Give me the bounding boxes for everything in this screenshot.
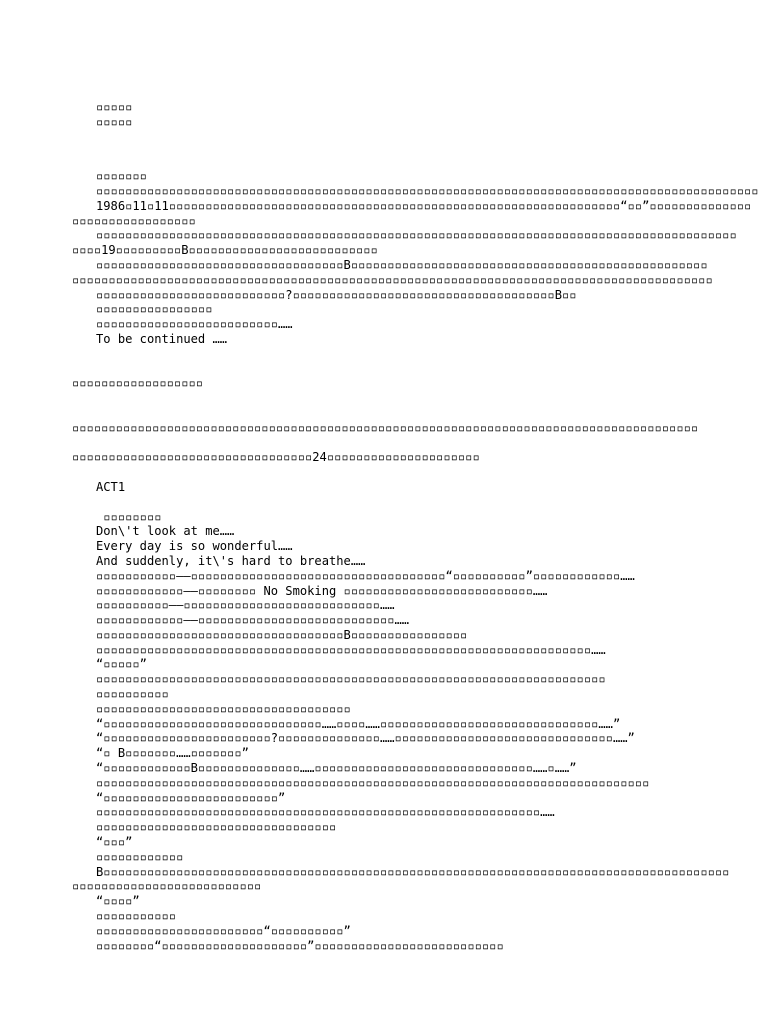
- prologue-title: ▫▫▫▫▫▫▫: [96, 169, 147, 184]
- paragraph-line: ▫▫▫▫▫▫▫▫▫▫▫▫▫▫▫▫▫▫▫▫▫▫▫▫▫▫▫▫▫▫▫▫▫▫▫▫▫▫▫▫▫▫▫▫▫▫▫▫▫▫▫▫▫▫▫▫▫▫▫▫▫▫▫▫▫▫▫▫▫▫▫▫▫▫▫▫▫▫▫▫▫▫▫▫▫▫▫▫: [96, 228, 737, 243]
- dialogue-line: “▫▫▫▫▫▫▫▫▫▫▫▫B▫▫▫▫▫▫▫▫▫▫▫▫▫▫……▫▫▫▫▫▫▫▫▫▫▫▫▫▫▫▫▫▫▫▫▫▫▫▫▫▫▫▫▫▫……▫……”: [96, 761, 577, 776]
- paragraph-line: B▫▫▫▫▫▫▫▫▫▫▫▫▫▫▫▫▫▫▫▫▫▫▫▫▫▫▫▫▫▫▫▫▫▫▫▫▫▫▫▫▫▫▫▫▫▫▫▫▫▫▫▫▫▫▫▫▫▫▫▫▫▫▫▫▫▫▫▫▫▫▫▫▫▫▫▫▫▫▫▫▫▫▫▫▫▫: [96, 864, 730, 879]
- paragraph-line: ▫▫▫▫▫▫▫▫▫▫▫▫▫▫▫▫▫▫▫▫▫▫▫▫▫▫▫▫▫▫▫▫▫▫▫▫▫▫▫▫▫▫▫▫▫▫▫▫▫▫▫▫▫▫▫▫▫▫▫▫▫……: [96, 805, 555, 820]
- paragraph-line: ▫▫▫▫▫▫▫▫▫▫▫▫——▫▫▫▫▫▫▫▫▫▫▫▫▫▫▫▫▫▫▫▫▫▫▫▫▫▫▫……: [96, 613, 410, 628]
- paragraph-line: ▫▫▫▫▫▫▫▫▫▫▫▫▫▫▫▫▫▫▫▫▫▫▫▫▫▫▫▫▫▫▫▫▫▫B▫▫▫▫▫▫▫▫▫▫▫▫▫▫▫▫: [96, 627, 468, 642]
- paragraph-line: ▫▫▫▫▫▫▫▫▫▫▫▫▫▫▫▫▫▫▫▫▫▫▫▫▫▫▫▫▫▫▫▫▫▫▫▫▫▫▫▫▫▫▫▫▫▫▫▫▫▫▫▫▫▫▫▫▫▫▫▫▫▫▫▫▫▫▫▫▫▫: [96, 672, 606, 687]
- paragraph-line: ▫▫▫▫▫▫▫▫▫▫▫▫▫▫▫▫▫▫▫▫▫▫▫▫▫▫▫▫▫▫▫▫▫▫▫▫▫▫▫▫▫▫▫▫▫▫▫▫▫▫▫▫▫▫▫▫▫▫▫▫▫▫▫▫▫▫▫▫▫▫▫▫▫▫▫▫▫▫▫▫▫▫▫▫▫▫: [72, 420, 699, 435]
- paragraph-line: ▫▫▫▫▫▫▫▫“▫▫▫▫▫▫▫▫▫▫▫▫▫▫▫▫▫▫▫▫”▫▫▫▫▫▫▫▫▫▫▫▫▫▫▫▫▫▫▫▫▫▫▫▫▫▫: [96, 938, 504, 953]
- dialogue-line: “▫▫▫”: [96, 835, 133, 850]
- header-line: ▫▫▫▫▫: [96, 114, 133, 129]
- paragraph-line: ▫▫▫▫▫▫▫▫▫▫▫——▫▫▫▫▫▫▫▫▫▫▫▫▫▫▫▫▫▫▫▫▫▫▫▫▫▫▫▫▫▫▫▫▫▫▫“▫▫▫▫▫▫▫▫▫▫”▫▫▫▫▫▫▫▫▫▫▫▫……: [96, 568, 635, 583]
- lyric-line: And suddenly, it\'s hard to breathe……: [96, 553, 366, 568]
- to-be-continued: To be continued ……: [96, 331, 228, 346]
- header-line: ▫▫▫▫▫: [96, 100, 133, 114]
- dialogue-line: “▫▫▫▫▫▫▫▫▫▫▫▫▫▫▫▫▫▫▫▫▫▫▫?▫▫▫▫▫▫▫▫▫▫▫▫▫▫……▫▫▫▫▫▫▫▫▫▫▫▫▫▫▫▫▫▫▫▫▫▫▫▫▫▫▫▫▫▫……”: [96, 731, 635, 746]
- paragraph-line: ▫▫▫▫▫▫▫▫▫▫▫▫▫▫▫▫: [96, 302, 213, 317]
- paragraph-line: ▫▫▫▫19▫▫▫▫▫▫▫▫▫B▫▫▫▫▫▫▫▫▫▫▫▫▫▫▫▫▫▫▫▫▫▫▫▫▫▫: [72, 243, 378, 258]
- dialogue-line: “▫▫▫▫▫▫▫▫▫▫▫▫▫▫▫▫▫▫▫▫▫▫▫▫”: [96, 790, 286, 805]
- paragraph-line: ▫▫▫▫▫▫▫▫▫▫▫▫▫▫▫▫▫▫▫▫▫▫▫▫▫▫▫▫▫▫▫▫▫▫▫▫▫▫▫▫▫▫▫▫▫▫▫▫▫▫▫▫▫▫▫▫▫▫▫▫▫▫▫▫▫▫▫▫▫▫▫▫▫▫▫▫: [96, 775, 650, 790]
- dialogue-line: “▫ B▫▫▫▫▫▫▫……▫▫▫▫▫▫▫”: [96, 746, 249, 761]
- paragraph-line: ▫▫▫▫▫▫▫▫▫▫▫▫▫▫▫▫▫▫▫▫▫▫▫▫▫▫▫▫▫▫▫▫▫: [96, 820, 337, 835]
- section-heading: ▫▫▫▫▫▫▫▫▫▫▫▫▫▫▫▫▫▫: [72, 376, 204, 391]
- paragraph-line: ▫▫▫▫▫▫▫▫▫▫▫▫▫▫▫▫▫: [72, 213, 196, 228]
- paragraph-line: ▫▫▫▫▫▫▫▫▫▫▫▫▫▫▫▫▫▫▫▫▫▫▫▫▫▫▫▫▫▫▫▫▫▫B▫▫▫▫▫▫▫▫▫▫▫▫▫▫▫▫▫▫▫▫▫▫▫▫▫▫▫▫▫▫▫▫▫▫▫▫▫▫▫▫▫▫▫▫▫▫▫▫▫: [96, 257, 708, 272]
- paragraph-line: ▫▫▫▫▫▫▫▫▫▫▫▫▫▫▫▫▫▫▫▫▫▫▫▫▫▫?▫▫▫▫▫▫▫▫▫▫▫▫▫▫▫▫▫▫▫▫▫▫▫▫▫▫▫▫▫▫▫▫▫▫▫▫B▫▫: [96, 287, 577, 302]
- act-title: ACT1: [96, 479, 126, 494]
- paragraph-line: ▫▫▫▫▫▫▫▫▫▫▫▫▫▫▫▫▫▫▫▫▫▫▫▫▫▫▫▫▫▫▫▫▫▫▫▫▫▫▫▫▫▫▫▫▫▫▫▫▫▫▫▫▫▫▫▫▫▫▫▫▫▫▫▫▫▫▫▫……: [96, 642, 606, 657]
- paragraph-line: ▫▫▫▫▫▫▫▫▫▫▫▫▫▫▫▫▫▫▫▫▫▫▫▫▫▫▫▫▫▫▫▫▫▫▫: [96, 701, 351, 716]
- paragraph-line: ▫▫▫▫▫▫▫▫▫▫▫▫▫▫▫▫▫▫▫▫▫▫▫“▫▫▫▫▫▫▫▫▫▫”: [96, 923, 351, 938]
- document-page: [72, 100, 759, 953]
- paragraph-line: ▫▫▫▫▫▫▫▫▫▫▫▫▫▫▫▫▫▫▫▫▫▫▫▫▫▫: [72, 879, 262, 894]
- paragraph-line: ▫▫▫▫▫▫▫▫▫▫▫▫▫▫▫▫▫▫▫▫▫▫▫▫▫▫▫▫▫▫▫▫▫24▫▫▫▫▫▫▫▫▫▫▫▫▫▫▫▫▫▫▫▫▫: [72, 450, 480, 465]
- paragraph-line: ▫▫▫▫▫▫▫▫▫▫▫▫: [96, 849, 184, 864]
- lyric-line: Don\'t look at me……: [96, 524, 235, 539]
- lyric-line: Every day is so wonderful……: [96, 539, 293, 554]
- paragraph-line: ▫▫▫▫▫▫▫▫▫▫——▫▫▫▫▫▫▫▫▫▫▫▫▫▫▫▫▫▫▫▫▫▫▫▫▫▫▫……: [96, 598, 395, 613]
- dialogue-line: “▫▫▫▫▫▫▫▫▫▫▫▫▫▫▫▫▫▫▫▫▫▫▫▫▫▫▫▫▫▫……▫▫▫▫……▫▫▫▫▫▫▫▫▫▫▫▫▫▫▫▫▫▫▫▫▫▫▫▫▫▫▫▫▫▫……”: [96, 716, 621, 731]
- paragraph-line: ▫▫▫▫▫▫▫▫▫▫▫▫——▫▫▫▫▫▫▫▫ No Smoking ▫▫▫▫▫▫▫▫▫▫▫▫▫▫▫▫▫▫▫▫▫▫▫▫▫▫……: [96, 583, 548, 598]
- act-subtitle: ▫▫▫▫▫▫▫▫: [96, 509, 162, 524]
- paragraph-line: ▫▫▫▫▫▫▫▫▫▫▫▫▫▫▫▫▫▫▫▫▫▫▫▫▫▫▫▫▫▫▫▫▫▫▫▫▫▫▫▫▫▫▫▫▫▫▫▫▫▫▫▫▫▫▫▫▫▫▫▫▫▫▫▫▫▫▫▫▫▫▫▫▫▫▫▫▫▫▫▫▫▫▫▫▫▫▫▫: [72, 272, 713, 287]
- paragraph-line: ▫▫▫▫▫▫▫▫▫▫: [96, 687, 169, 702]
- paragraph-line: ▫▫▫▫▫▫▫▫▫▫▫▫▫▫▫▫▫▫▫▫▫▫▫▫▫……: [96, 317, 293, 332]
- paragraph-line: ▫▫▫▫▫▫▫▫▫▫▫: [96, 909, 177, 924]
- dialogue-line: “▫▫▫▫”: [96, 894, 140, 909]
- dialogue-line: “▫▫▫▫▫”: [96, 657, 147, 672]
- paragraph-line: ▫▫▫▫▫▫▫▫▫▫▫▫▫▫▫▫▫▫▫▫▫▫▫▫▫▫▫▫▫▫▫▫▫▫▫▫▫▫▫▫▫▫▫▫▫▫▫▫▫▫▫▫▫▫▫▫▫▫▫▫▫▫▫▫▫▫▫▫▫▫▫▫▫▫▫▫▫▫▫▫▫▫▫▫▫▫▫▫▫▫▫: [96, 183, 759, 198]
- paragraph-line: 1986▫11▫11▫▫▫▫▫▫▫▫▫▫▫▫▫▫▫▫▫▫▫▫▫▫▫▫▫▫▫▫▫▫▫▫▫▫▫▫▫▫▫▫▫▫▫▫▫▫▫▫▫▫▫▫▫▫▫▫▫▫▫▫▫▫“▫▫”▫▫▫▫▫▫▫▫▫▫▫▫▫▫: [96, 198, 752, 213]
